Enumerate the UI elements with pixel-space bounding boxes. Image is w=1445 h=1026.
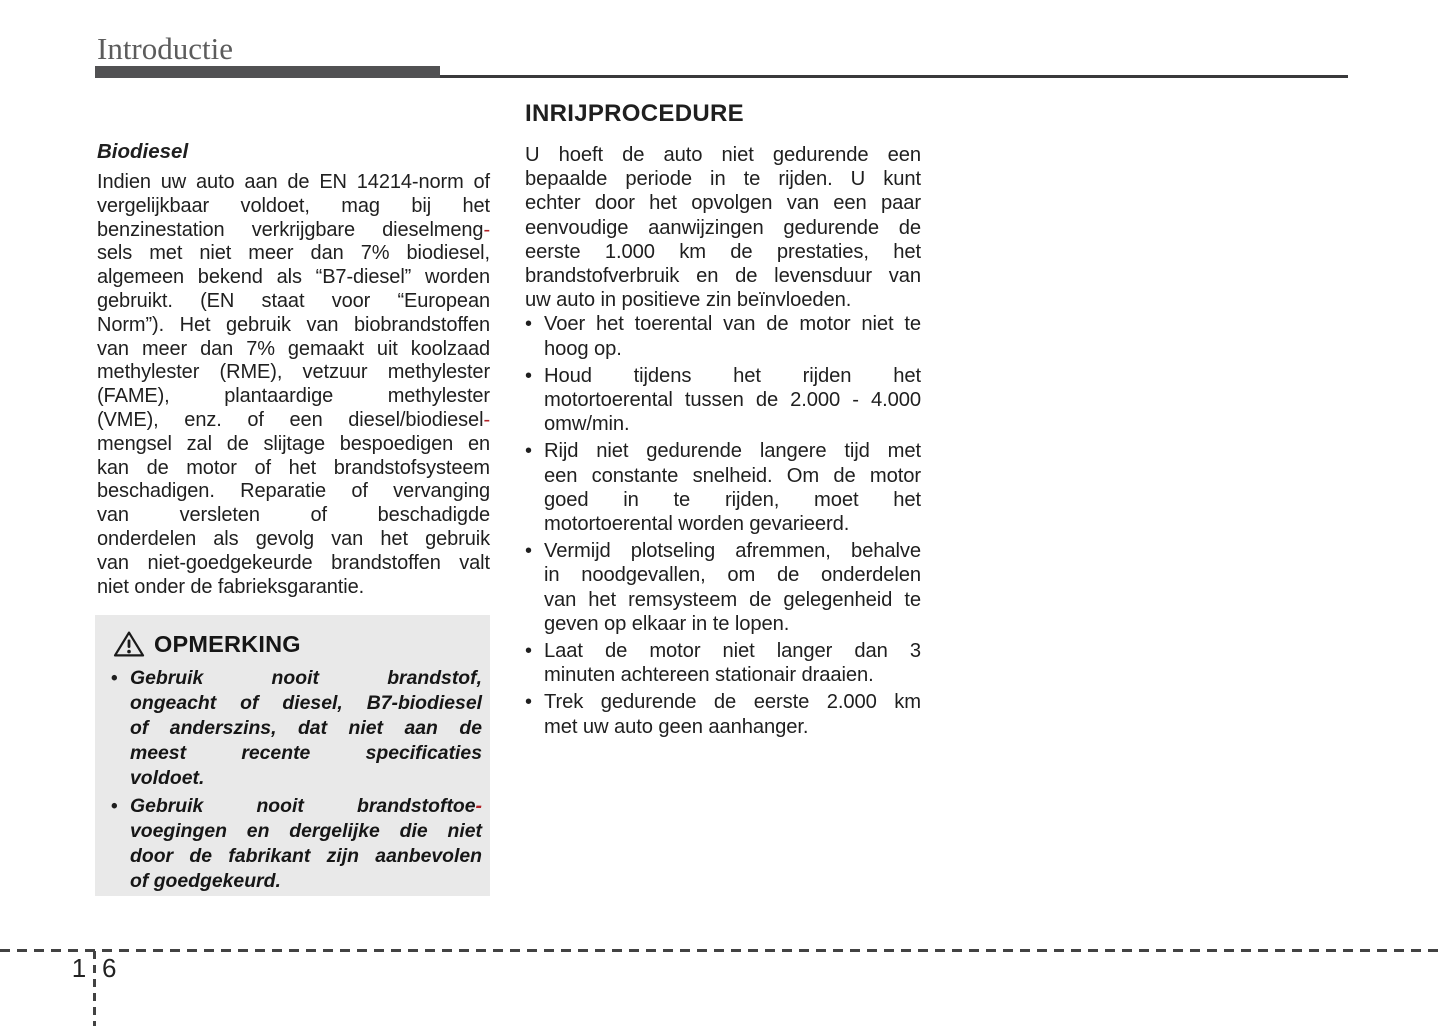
text-line: door de fabrikant zijn aanbevolen [130,845,482,867]
text-line: Laat de motor niet langer dan 3 [544,640,921,663]
bullet-content [130,794,482,894]
text-line: onderdelen als gevolg van het gebruik [97,527,490,550]
bullet-item [525,539,921,636]
text-line: in noodgevallen, om de onderdelen [544,564,921,587]
bullet-item [111,666,482,791]
biodiesel-heading: Biodiesel [97,140,189,163]
warning-triangle-icon [113,630,145,658]
text-line: Rijd niet gedurende langere tijd met [544,440,921,463]
text-line: sels met niet meer dan 7% biodiesel, [97,242,490,265]
note-title: OPMERKING [154,630,301,657]
text-line: meest recente specificaties [130,742,482,764]
biodiesel-paragraph [97,171,490,599]
bullet-marker: • [111,668,118,689]
red-hyphen: - [475,795,482,817]
text-line: voegingen en dergelijke die niet [130,820,482,842]
inrijprocedure-intro-paragraph [525,143,921,312]
text-line: niet onder de fabrieksgarantie. [97,575,365,598]
text-line: brandstofverbruik en de levensduur van [525,265,921,288]
text-line: met uw auto geen aanhanger. [544,715,809,738]
bullet-item [525,439,921,536]
text-line: goed in te rijden, moet het [544,488,921,511]
text-line: eenvoudige aanwijzingen gedurende de [525,216,921,239]
right-column [525,100,921,739]
bullet-marker: • [525,540,533,563]
chapter-number: 1 [71,953,87,983]
text-line: ongeacht of diesel, B7-biodiesel [130,692,482,714]
text-line: of goedgekeurd. [130,870,281,892]
text-line: mengsel zal de slijtage bespoedigen en [97,432,490,455]
inrijprocedure-bullet-list [525,312,921,738]
opmerking-note-box [95,615,490,896]
text-line: uw auto in positieve zin beïnvloeden. [525,289,852,312]
text-line: benzinestation verkrijgbare dieselmeng- [97,218,490,241]
text-line: Vermijd plotseling afremmen, behalve [544,540,921,563]
text-line: van het remsysteem de gelegenheid te [544,588,921,611]
header-thick-rule [95,66,440,78]
text-line: motortoerental worden gevarieerd. [544,513,850,536]
text-line: van versleten of beschadigde [97,504,490,527]
text-line: bepaalde periode in te rijden. U kunt [525,168,921,191]
text-line: (FAME), plantaardige methylester [97,385,490,408]
bullet-marker: • [525,313,533,336]
bullet-content [130,666,482,791]
bullet-item [525,364,921,437]
page-number: 6 [102,953,117,983]
text-line: eerste 1.000 km de prestaties, het [525,240,921,263]
left-column [97,141,490,599]
text-line: algemeen bekend als “B7-diesel” worden [97,266,490,289]
bullet-content [544,690,921,738]
chapter-title: Introductie [97,31,234,66]
text-line: Norm”). Het gebruik van biobrandstoffen [97,313,490,336]
text-line: gebruikt. (EN staat voor “European [97,289,490,312]
footer-vertical-dashed-rule [93,951,96,1026]
bullet-marker: • [525,440,533,463]
text-line: een constante snelheid. Om de motor [544,464,921,487]
text-line: voldoet. [130,767,205,789]
text-line: geven op elkaar in te lopen. [544,612,790,635]
text-line: Houd tijdens het rijden het [544,364,921,387]
bullet-item [525,639,921,687]
red-hyphen: - [483,408,490,431]
bullet-content [544,439,921,536]
bullet-marker: • [525,691,533,714]
text-line: van niet-goedgekeurde brandstoffen valt [97,551,490,574]
text-line: hoog op. [544,337,622,360]
footer-dashed-rule [0,949,1445,952]
text-line: kan de motor of het brandstofsysteem [97,456,490,479]
bullet-marker: • [525,640,533,663]
bullet-item [111,794,482,894]
bullet-marker: • [525,364,533,387]
bullet-content [544,539,921,636]
bullet-content [544,639,921,687]
text-line: (VME), enz. of een diesel/biodiesel- [97,408,490,431]
bullet-marker: • [111,796,118,817]
text-line: van meer dan 7% gemaakt uit koolzaad [97,337,490,360]
text-line: motortoerental tussen de 2.000 - 4.000 [544,389,921,412]
text-line: Voer het toerental van de motor niet te [544,313,921,336]
text-line: Gebruik nooit brandstoftoe- [130,795,482,817]
text-line: vergelijkbaar voldoet, mag bij het [97,194,490,217]
text-line: U hoeft de auto niet gedurende een [525,144,921,166]
text-line: omw/min. [544,413,630,436]
red-hyphen: - [483,218,490,241]
note-bullet-list [111,666,482,894]
bullet-content [544,312,921,360]
text-line: of anderszins, dat niet aan de [130,717,482,739]
text-line: minuten achtereen stationair draaien. [544,664,874,687]
note-header [113,630,482,658]
bullet-item [525,690,921,738]
text-line: Indien uw auto aan de EN 14214-norm of [97,171,490,193]
text-line: Gebruik nooit brandstof, [130,667,482,689]
text-line: methylester (RME), vetzuur methylester [97,361,490,384]
text-line: Trek gedurende de eerste 2.000 km [544,691,921,714]
text-line: echter door het opvolgen van een paar [525,192,921,215]
inrijprocedure-heading: INRIJPROCEDURE [525,100,744,127]
bullet-item [525,312,921,360]
text-line: beschadigen. Reparatie of vervanging [97,480,490,503]
bullet-content [544,364,921,437]
